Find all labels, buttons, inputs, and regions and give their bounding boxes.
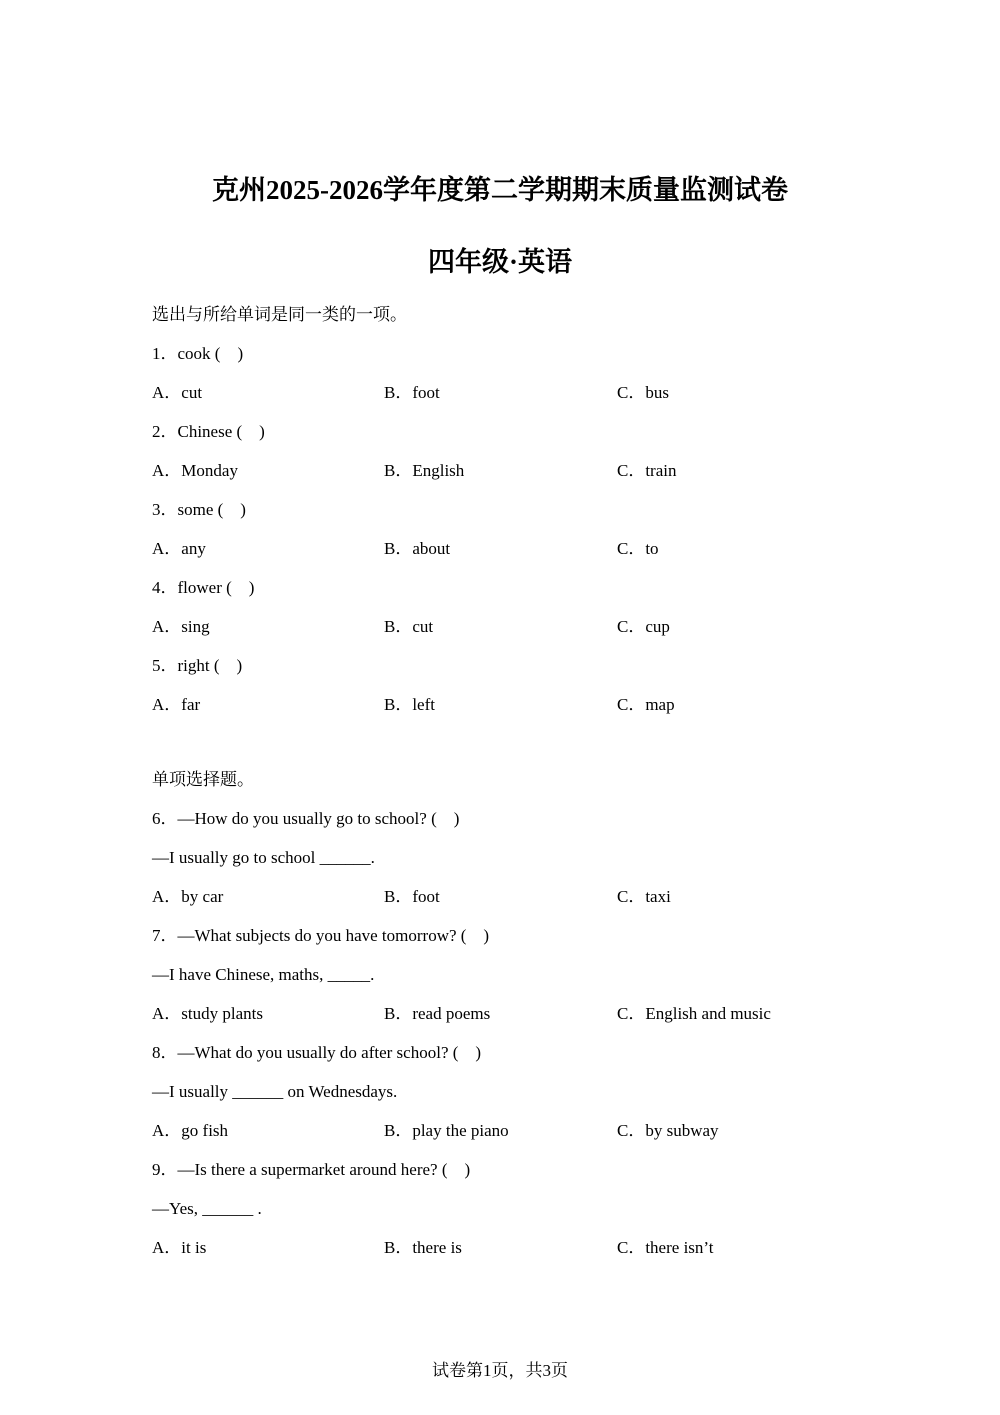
- question-stem: 7．—What subjects do you have tomorrow? ( ): [152, 926, 490, 945]
- option-b: B．read poems: [384, 1004, 491, 1023]
- option-a: A．study plants: [152, 1004, 263, 1023]
- option-b: B．foot: [384, 383, 440, 402]
- option-b: B．left: [384, 695, 435, 714]
- option-a: A．by car: [152, 887, 224, 906]
- option-a: A．go fish: [152, 1121, 229, 1140]
- option-a: A．far: [152, 695, 201, 714]
- option-a: A．sing: [152, 617, 210, 636]
- exam-title: 克州2025-2026学年度第二学期期末质量监测试卷: [212, 175, 788, 205]
- question-reply: —I have Chinese, maths, _____.: [152, 965, 375, 984]
- question-stem: 9．—Is there a supermarket around here? ( ): [152, 1160, 471, 1179]
- option-c: C．to: [617, 539, 659, 558]
- option-c: C．map: [617, 695, 675, 714]
- question-stem: 3．some ( ): [152, 500, 246, 519]
- question-stem: 6．—How do you usually go to school? ( ): [152, 809, 460, 828]
- option-a: A．it is: [152, 1238, 207, 1257]
- option-c: C．bus: [617, 383, 669, 402]
- question-stem: 8．—What do you usually do after school? ( ): [152, 1043, 482, 1062]
- question-reply: —I usually go to school ______.: [152, 848, 375, 867]
- question-reply: —Yes, ______ .: [152, 1199, 262, 1218]
- option-b: B．there is: [384, 1238, 462, 1257]
- option-c: C．cup: [617, 617, 670, 636]
- option-c: C．there isn’t: [617, 1238, 714, 1257]
- option-b: B．play the piano: [384, 1121, 509, 1140]
- option-b: B．English: [384, 461, 465, 480]
- option-c: C．English and music: [617, 1004, 771, 1023]
- option-c: C．train: [617, 461, 677, 480]
- option-a: A．any: [152, 539, 206, 558]
- option-c: C．by subway: [617, 1121, 719, 1140]
- section2-instruction: 单项选择题。: [152, 770, 254, 789]
- question-stem: 4．flower ( ): [152, 578, 255, 597]
- option-b: B．about: [384, 539, 451, 558]
- section1-instruction: 选出与所给单词是同一类的一项。: [152, 305, 407, 324]
- question-stem: 2．Chinese ( ): [152, 422, 265, 441]
- option-b: B．foot: [384, 887, 440, 906]
- exam-subtitle: 四年级·英语: [427, 247, 572, 277]
- option-a: A．Monday: [152, 461, 238, 480]
- question-stem: 5．right ( ): [152, 656, 243, 675]
- option-c: C．taxi: [617, 887, 671, 906]
- option-a: A．cut: [152, 383, 203, 402]
- question-reply: —I usually ______ on Wednesdays.: [152, 1082, 398, 1101]
- option-b: B．cut: [384, 617, 434, 636]
- page-footer: 试卷第1页，共3页: [432, 1361, 568, 1380]
- question-stem: 1．cook ( ): [152, 344, 244, 363]
